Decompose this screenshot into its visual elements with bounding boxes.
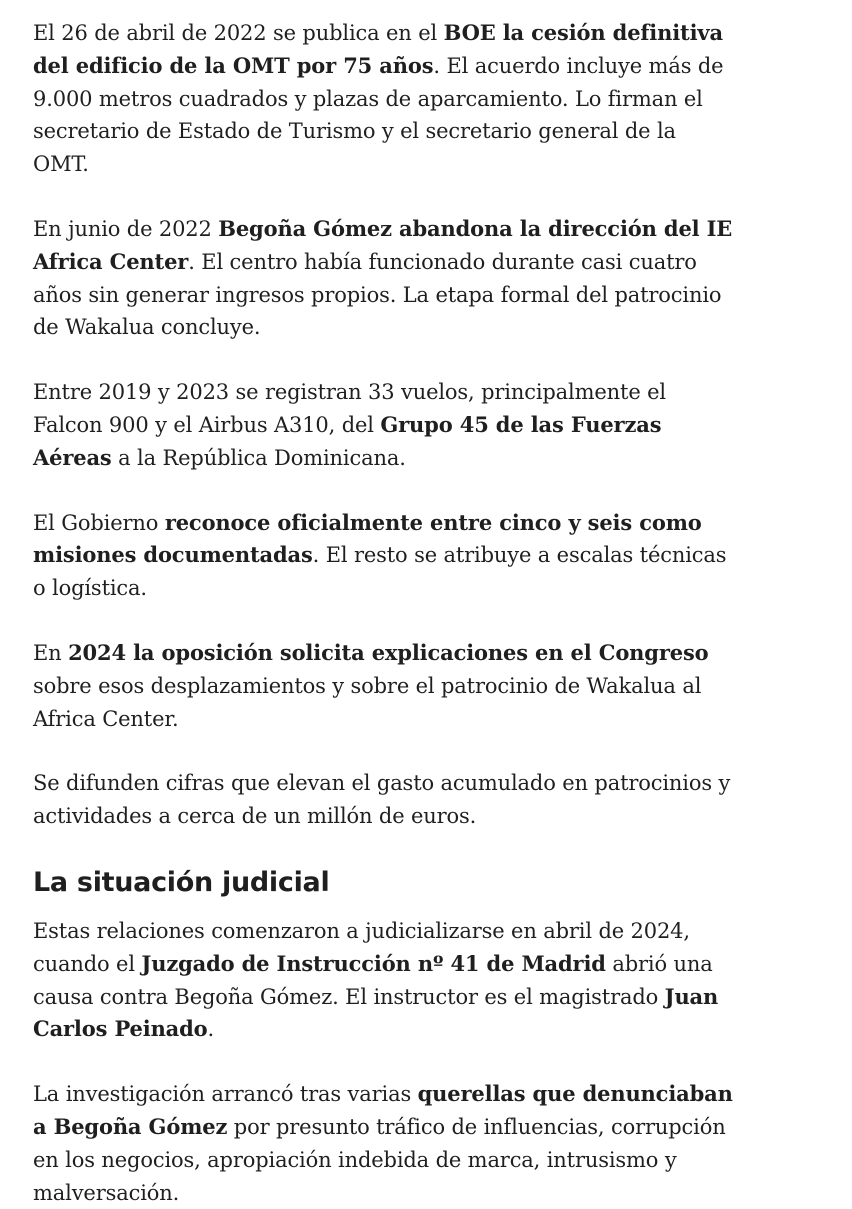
paragraph-text: . El acuerdo incluye más de 9.000 metros cuadrados y plazas de aparcamiento. Lo firman el secretario de Estado de Turismo y el secretario general de la OMT. [33, 53, 724, 177]
paragraph-emphasis: Grupo 45 de las Fuerzas Aéreas [33, 411, 662, 470]
paragraph-text: sobre esos desplazamientos y sobre el patrocinio de Wakalua al Africa Center. [33, 673, 702, 731]
paragraph-emphasis: querellas que denunciaban a Begoña Gómez [33, 1081, 733, 1139]
paragraph-text: El Gobierno [33, 510, 165, 535]
section-heading: La situación judicial [33, 866, 330, 898]
paragraph-emphasis: Juan Carlos Peinado [33, 983, 719, 1042]
paragraph-text: Se difunden cifras que elevan el gasto acumulado en patrocinios y actividades a cerca de un millón de euros. [33, 771, 731, 829]
paragraph-government-missions [33, 507, 733, 605]
paragraph-text: . [207, 1017, 215, 1042]
paragraph-text: En junio de 2022 [33, 216, 219, 241]
paragraph-text: por presunto tráfico de influencias, corrupción en los negocios, apropiación indebida de marca, intrusismo y malversación. [33, 1114, 726, 1205]
paragraph-emphasis: Juzgado de Instrucción nº 41 de Madrid [141, 950, 606, 976]
paragraph-text: En [33, 640, 69, 665]
paragraph-text: abrió una causa contra Begoña Gómez. El instructor es el magistrado [33, 951, 713, 1009]
paragraph-text: El 26 de abril de 2022 se publica en el [33, 21, 444, 45]
paragraph-text: Estas relaciones comenzaron a judicializarse en abril de 2024, cuando el [33, 918, 690, 976]
paragraph-spending [33, 767, 733, 833]
paragraph-investigation [33, 1078, 733, 1209]
paragraph-text: . El resto se atribuye a escalas técnicas o logística. [33, 543, 727, 601]
paragraph-text: . El centro había funcionado durante casi cuatro años sin generar ingresos propios. La etapa formal del patrocinio de Wakalua concluye. [33, 249, 722, 340]
paragraph-africa-center [33, 213, 733, 344]
paragraph-omt-cession [33, 17, 733, 181]
paragraph-court [33, 915, 733, 1046]
paragraph-emphasis: 2024 la oposición solicita explicaciones en el Congreso [68, 639, 709, 665]
paragraph-text: a la República Dominicana. [111, 445, 406, 470]
paragraph-emphasis: BOE la cesión definitiva del edificio de la OMT por 75 años [33, 20, 723, 78]
paragraph-text: La investigación arrancó tras varias [33, 1082, 418, 1107]
paragraph-emphasis: reconoce oficialmente entre cinco y seis como misiones documentadas [33, 509, 702, 568]
paragraph-opposition [33, 637, 733, 735]
paragraph-flights [33, 376, 733, 474]
paragraph-text: Entre 2019 y 2023 se registran 33 vuelos, principalmente el Falcon 900 y el Airbus A310, del [33, 380, 666, 437]
paragraph-emphasis: Begoña Gómez abandona la dirección del IE Africa Center [33, 215, 733, 274]
